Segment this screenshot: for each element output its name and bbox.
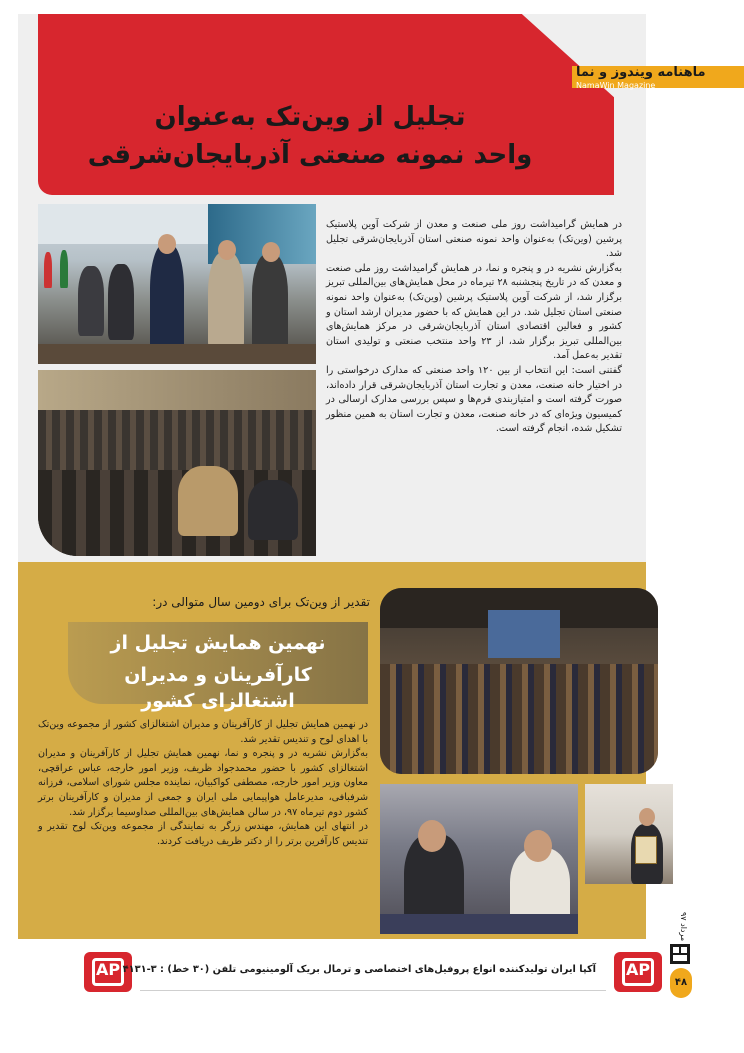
- issue-date: مرداد ۹۷: [679, 911, 688, 941]
- article2-paragraph: در انتهای این همایش، مهندس زرگر به نمایندگی از مجموعه وین‌تک لوح تقدیر و تندیس کارآفرین برتر را از دکتر ظریف دریافت کردند.: [38, 821, 368, 847]
- footer-advertisement: [84, 952, 662, 992]
- article2-paragraph: به‌گزارش نشریه در و پنجره و نما، نهمین همایش تجلیل از کارآفرینان و مدیران اشتغالزای کشور با حضور محمدجواد ظریف، وزیر امور خارجه، عباس عراقچی، معاون وزیر امور خارجه، مصطفی کواکبیان، نماینده مجلس شورای اسلامی، فرزانه شرفبافی، مدیرعامل هواپیمایی ملی ایران و جمعی از مدیران و کارآفرینان برتر کشور دوم تیرماه ۹۷، در سالن همایش‌های بین‌المللی صداوسیما برگزار شد.: [38, 748, 368, 818]
- magazine-brand: [572, 62, 744, 94]
- footer-ad-text: آکپا ایران تولیدکننده انواع پروفیل‌های اختصاصی و ترمال بریک آلومینیومی تلفن (۳۰ خط) : ۳-۴۱۳۱: [122, 964, 596, 975]
- akpa-logo-right: [614, 952, 662, 992]
- brand-logo: ماهنامه ویندوز و نما: [576, 65, 706, 80]
- section2-kicker: تقدیر از وین‌تک برای دومین سال متوالی در:: [152, 595, 370, 609]
- photo-award-recipient: [585, 784, 673, 884]
- article1-paragraph: گفتنی است: این انتخاب از بین ۱۲۰ واحد صنعتی که مدارک درخواستی را در اختیار خانه صنعت، معدن و تجارت استان آذربایجان‌شرقی قرار داده‌اند، صورت گرفته است و امتیازبندی فرم‌ها و سپس بررسی مدارک ارسالی در کمیسیون ویژه‌ای که در خانه صنعت، معدن و تجارت استان به همین منظور تشکیل شده، انجام گرفته است.: [326, 364, 622, 435]
- article1-body: [326, 218, 622, 437]
- main-title: [60, 98, 560, 174]
- akpa-logo-text: AP: [95, 960, 121, 979]
- section2-title: [68, 622, 368, 712]
- page-number: ۴۸: [670, 968, 692, 998]
- section2-title-line1: نهمین همایش تجلیل از: [110, 632, 326, 654]
- article1-paragraph: به‌گزارش نشریه در و پنجره و نما، در همایش گرامیداشت روز ملی صنعت و معدن که در تاریخ پنجشنبه ۲۸ تیرماه در محل همایش‌های بین‌المللی تبریز برگزار شد، از شرکت آوین پلاستیک پرشین (وین‌تک) به‌عنوان واحد نمونه صنعتی استان تجلیل شد. در این همایش که با حضور مدیران ارشد استان و کشور و فعالین اقتصادی استان آذربایجان‌شرقی در مرکز همایش‌های بین‌المللی تبریز برگزار شد، از ۲۳ واحد منتخب صنعتی و تولیدی استان تقدیر به‌عمل آمد.: [326, 262, 623, 362]
- footer-divider: [140, 990, 606, 991]
- magazine-mark-icon: [670, 944, 690, 964]
- photo-audience-hall: [38, 370, 316, 556]
- article2-paragraph: در نهمین همایش تجلیل از کارآفرینان و مدیران اشتغالزای کشور از مجموعه وین‌تک با اهدای لوح و تندیس تقدیر شد.: [38, 719, 368, 745]
- section2-title-line2: کارآفرینان و مدیران اشتغالزای کشور: [124, 664, 312, 712]
- main-title-line1: تجلیل از وین‌تک به‌عنوان: [154, 102, 466, 132]
- article2-body: [38, 718, 368, 849]
- photo-attendees: [380, 784, 578, 934]
- photo-conference-hall: [380, 588, 658, 774]
- akpa-logo-text: AP: [625, 960, 651, 979]
- brand-subtitle: NamaWin Magazine: [576, 81, 656, 90]
- main-title-line2: واحد نمونه صنعتی آذربایجان‌شرقی: [87, 140, 533, 170]
- photo-award-ceremony: [38, 204, 316, 364]
- article1-paragraph: در همایش گرامیداشت روز ملی صنعت و معدن از شرکت آوین پلاستیک پرشین (وین‌تک) به‌عنوان واحد نمونه صنعتی استان آذربایجان‌شرقی تجلیل شد.: [326, 219, 622, 260]
